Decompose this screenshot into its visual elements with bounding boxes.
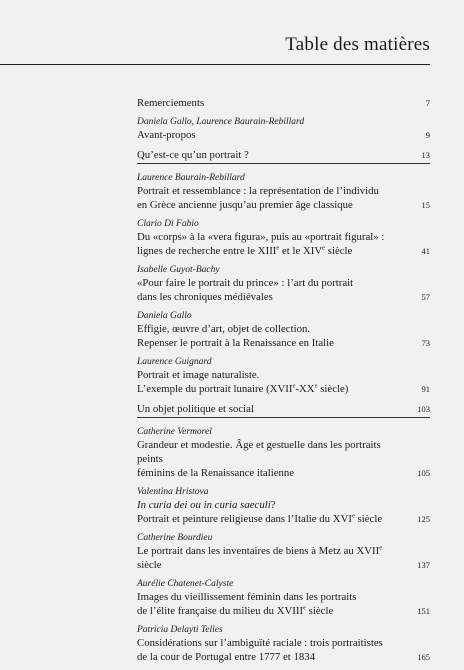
superscript: e — [276, 244, 280, 252]
entry-title-line — [137, 382, 430, 396]
page-number: 9 — [425, 130, 430, 140]
entry-title-line — [137, 128, 430, 142]
page-title: Table des matières — [285, 34, 430, 55]
section-heading — [137, 148, 430, 164]
title-text: In curia dei ou in curia saeculi — [137, 499, 271, 511]
entry-title-line — [137, 466, 430, 480]
title-text: ? — [270, 499, 276, 511]
entry-author: Daniela Gallo, Laurence Baurain-Rebillard — [137, 117, 305, 127]
title-text: Portrait et peinture religieuse dans l’Italie du XVI — [137, 513, 352, 525]
entry-title-line — [137, 336, 430, 350]
entry-author: Patricia Delayti Telles — [137, 625, 223, 635]
section-title: Un objet politique et social — [137, 403, 254, 415]
page-number: 57 — [421, 292, 430, 302]
toc-entry — [137, 486, 430, 526]
title-text: Le portrait dans les inventaires de biens à Metz au XVII — [137, 545, 380, 557]
superscript: e — [379, 544, 383, 552]
entry-title-line — [137, 244, 430, 258]
entry-title-line — [137, 544, 430, 572]
page-number: 137 — [417, 560, 430, 570]
title-text: siècle — [325, 245, 353, 257]
superscript: e — [292, 382, 296, 390]
title-text: de la cour de Portugal entre 1777 et 1834 — [137, 651, 316, 663]
entry-author: Clario Di Fabio — [137, 219, 199, 229]
entry-title-line — [137, 290, 430, 304]
section-page-number: 13 — [421, 150, 430, 160]
title-text: Grandeur et modestie. Âge et gestuelle dans les portraits peints — [137, 439, 381, 465]
entry-title-line — [137, 368, 430, 382]
section-title: Qu’est-ce qu’un portrait ? — [137, 149, 249, 161]
entry-title-line — [137, 276, 430, 290]
title-text: siècle — [354, 513, 383, 525]
title-text: siècle — [305, 605, 334, 617]
title-text: dans les chroniques médiévales — [137, 291, 273, 303]
title-text: siècle) — [317, 383, 349, 395]
superscript: e — [303, 604, 306, 612]
superscript: e — [351, 512, 355, 520]
toc-entry — [137, 96, 430, 110]
entry-author: Catherine Bourdieu — [137, 533, 213, 543]
page-number: 105 — [417, 468, 430, 478]
title-text: «Pour faire le portrait du prince» : l’art du portrait — [137, 277, 354, 289]
page-number: 151 — [417, 606, 430, 616]
entry-author: Catherine Vermorel — [137, 427, 212, 437]
toc-entry — [137, 356, 430, 396]
page-number: 125 — [417, 514, 430, 524]
toc-entry — [137, 624, 430, 664]
title-text: Portrait et ressemblance : la représentation de l’individu — [137, 185, 379, 197]
entry-title-line — [137, 198, 430, 212]
entry-author: Daniela Gallo — [137, 311, 192, 321]
toc-entry — [137, 218, 430, 258]
entry-title-line — [137, 96, 430, 110]
superscript: e — [314, 382, 318, 390]
title-rule — [0, 64, 430, 65]
title-text: siècle — [137, 559, 162, 571]
entry-title-line — [137, 498, 430, 512]
title-text: et le XIV — [279, 245, 323, 257]
entry-title-line — [137, 184, 430, 198]
section-heading — [137, 402, 430, 418]
page-number: 73 — [421, 338, 430, 348]
entry-title-line — [137, 636, 430, 650]
toc-entry — [137, 172, 430, 212]
page-number: 91 — [421, 384, 430, 394]
title-text: Effigie, œuvre d’art, objet de collection. — [137, 323, 311, 335]
entry-title-line — [137, 604, 430, 618]
entry-title-line — [137, 230, 430, 244]
toc-entry — [137, 264, 430, 304]
entry-author: Laurence Baurain-Rebillard — [137, 173, 245, 183]
page-number: 7 — [425, 98, 430, 108]
title-text: Avant-propos — [137, 129, 196, 141]
page-number: 15 — [421, 200, 430, 210]
title-text: L’exemple du portrait lunaire (XVII — [137, 383, 293, 395]
toc-entry — [137, 116, 430, 142]
title-text: Considérations sur l’ambiguïté raciale : trois portraitistes — [137, 637, 383, 649]
entry-title-line — [137, 512, 430, 526]
toc-list — [137, 96, 430, 670]
toc-entry — [137, 310, 430, 350]
title-text: -XX — [295, 383, 315, 395]
entry-author: Isabelle Guyot-Bachy — [137, 265, 220, 275]
page-number: 41 — [421, 246, 430, 256]
title-text: Repenser le portrait à la Renaissance en Italie — [137, 337, 334, 349]
superscript: e — [322, 244, 326, 252]
entry-title-line — [137, 650, 430, 664]
entry-author: Aurélie Chatenet-Calyste — [137, 579, 234, 589]
entry-title-line — [137, 590, 430, 604]
entry-author: Valentina Hristova — [137, 487, 209, 497]
title-text: de l’élite française du milieu du XVIII — [137, 605, 304, 617]
page-number: 165 — [417, 652, 430, 662]
title-text: en Grèce ancienne jusqu’au premier âge classique — [137, 199, 353, 211]
title-text: Du «corps» à la «vera figura», puis au «portrait figural» : — [137, 231, 385, 243]
entry-title-line — [137, 322, 430, 336]
toc-entry — [137, 426, 430, 480]
title-text: Portrait et image naturaliste. — [137, 369, 260, 381]
section-page-number: 103 — [417, 404, 430, 414]
title-text: Images du vieillissement féminin dans les portraits — [137, 591, 357, 603]
title-text: féminins de la Renaissance italienne — [137, 467, 295, 479]
title-text: lignes de recherche entre le XIII — [137, 245, 277, 257]
toc-entry — [137, 578, 430, 618]
title-text: Remerciements — [137, 97, 205, 109]
entry-title-line — [137, 438, 430, 466]
entry-author: Laurence Guignard — [137, 357, 212, 367]
toc-entry — [137, 532, 430, 572]
